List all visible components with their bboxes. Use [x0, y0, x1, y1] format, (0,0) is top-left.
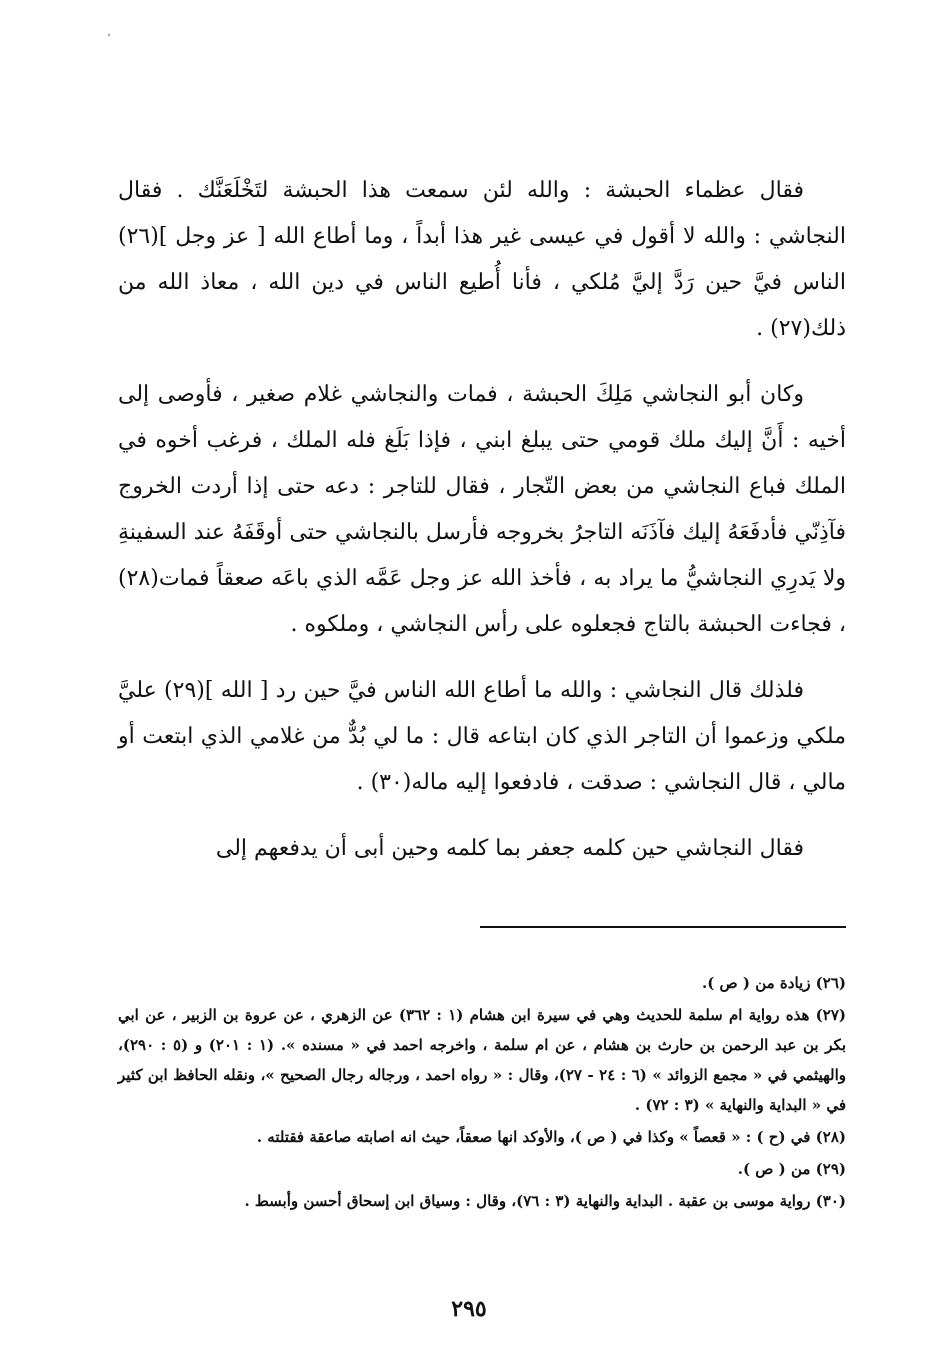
paragraph-2: وكان أبو النجاشي مَلِكَ الحبشة ، فمات والنجاشي غلام صغير ، فأوصى إلى أخيه : أَنَّ إليك ملك قومي حتى يبلغ ابني ، فإذا بَلَغ فله الملك ، فرغب أخوه في الملك فباع النجاشي من بعض التّجار ، فقال للتاجر : دعه حتى إذا أردت الخروج فآذِنّي فأدفَعَهُ إليك فآذَنَه التاجرُ بخروجه فأرسل بالنجاشي حتى أوقَفَهُ عند السفينةِ ولا يَدرِي النجاشيُّ ما يراد به ، فأخذ الله عز وجل عَمَّه الذي باعَه صعقاً فمات(٢٨) ، فجاءت الحبشة بالتاج فجعلوه على رأس النجاشي ، وملكوه .	[118, 382, 846, 637]
paragraph-1: فقال عظماء الحبشة : والله لئن سمعت هذا الحبشة لتَخْلَعَنَّك . فقال النجاشي : والله لا أقول في عيسى غير هذا أبداً ، وما أطاع الله [ عز وجل ](٢٦) الناس فيَّ حين رَدَّ إليَّ مُلكي ، فأنا أُطيع الناس في دين الله ، معاذ الله من ذلك(٢٧) .	[118, 178, 846, 341]
paragraph-3: فلذلك قال النجاشي : والله ما أطاع الله الناس فيَّ حين رد [ الله ](٢٩) عليَّ ملكي وزعموا أن التاجر الذي كان ابتاعه قال : ما لي بُدٌّ من غلامي الذي ابتعت أو مالي ، قال النجاشي : صدقت ، فادفعوا إليه ماله(٣٠) .	[118, 678, 846, 795]
footnotes	[118, 968, 846, 1218]
footnote-30: (٣٠) رواية موسى بن عقبة . البداية والنهاية (٣ : ٧٦)، وقال : وسياق ابن إسحاق أحسن وأبسط .	[244, 1192, 846, 1210]
footnote-28: (٢٨) في (ح ) : « قعصاً » وكذا في ( ص )، والأوكد انها صعقاً، حيث انه اصابته صاعقة فقتلته .	[256, 1128, 846, 1146]
scan-speck	[108, 34, 110, 36]
footnote-26: (٢٦) زيادة من ( ص ).	[702, 974, 846, 992]
page-number: ٢٩٥	[451, 1296, 487, 1322]
footnote-29: (٢٩) من ( ص ).	[737, 1160, 846, 1178]
footnote-divider	[480, 926, 846, 928]
main-text	[118, 168, 846, 892]
footnote-27: (٢٧) هذه رواية ام سلمة للحديث وهي في سيرة ابن هشام (١ : ٣٦٢) عن الزهري ، عن عروة بن الزبير ، عن ابي بكر بن عبد الرحمن بن حارث بن هشام ، عن ام سلمة ، واخرجه احمد في « مسنده ». (١ : ٢٠١) و (٥ : ٢٩٠)، والهيثمي في « مجمع الزوائد » (٦ : ٢٤ - ٢٧)، وقال : « رواه احمد ، ورجاله رجال الصحيح »، ونقله الحافظ ابن كثير في « البداية والنهاية » (٣ : ٧٢) .	[118, 1006, 847, 1114]
paragraph-4: فقال النجاشي حين كلمه جعفر بما كلمه وحين أبى أن يدفعهم إلى	[215, 836, 804, 861]
